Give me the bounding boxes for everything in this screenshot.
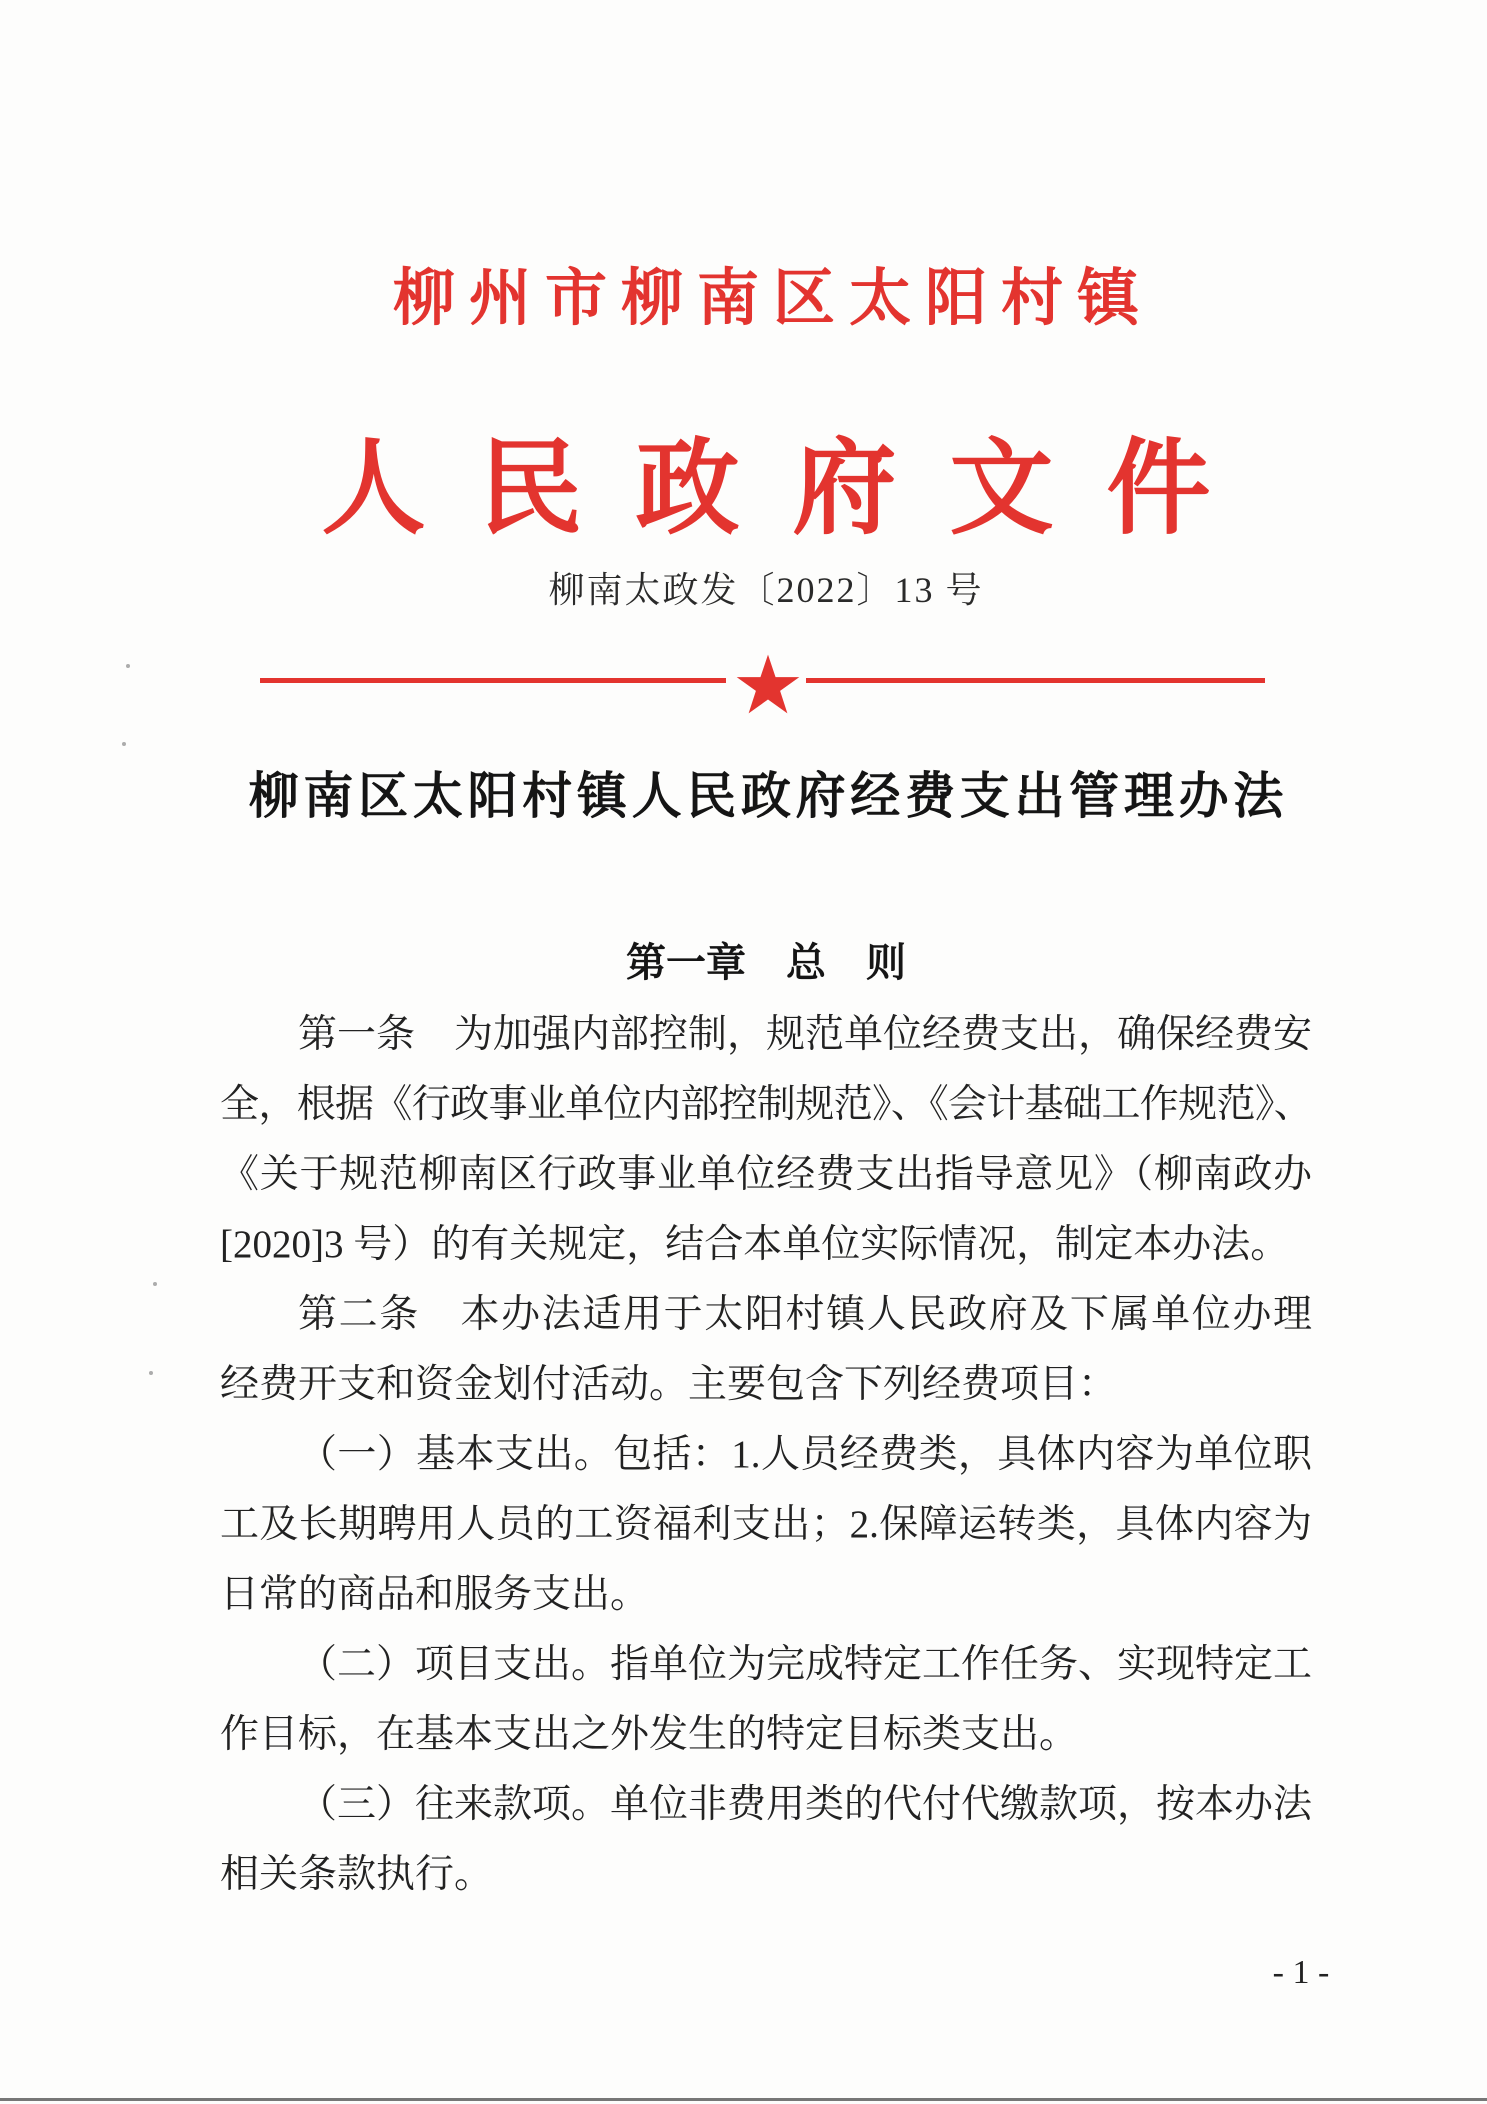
paragraph-line: （一）基本支出。包括：1.人员经费类，具体内容为单位职 xyxy=(298,1433,1312,1476)
paragraph-line: 全，根据《行政事业单位内部控制规范》、《会计基础工作规范》、 xyxy=(220,1083,1312,1126)
paragraph-line: （三）往来款项。单位非费用类的代付代缴款项，按本办法 xyxy=(298,1783,1313,1826)
paragraph-line: （二）项目支出。指单位为完成特定工作任务、实现特定工 xyxy=(298,1643,1313,1686)
paragraph-line: 日常的商品和服务支出。 xyxy=(220,1573,650,1616)
document-body xyxy=(220,1000,1312,1910)
issuer-name: 柳州市柳南区太阳村镇 xyxy=(392,261,1153,334)
paragraph-line: 相关条款执行。 xyxy=(220,1853,494,1896)
scan-speck xyxy=(126,664,130,668)
document-type-heading: 人民政府文件 xyxy=(321,426,1264,549)
paragraph-line: 第一条 为加强内部控制，规范单位经费支出，确保经费安 xyxy=(298,1013,1313,1056)
scan-speck xyxy=(122,742,126,746)
paragraph-line: 作目标，在基本支出之外发生的特定目标类支出。 xyxy=(220,1713,1079,1756)
paragraph-line: 经费开支和资金划付活动。主要包含下列经费项目： xyxy=(220,1363,1118,1406)
separator-line-left xyxy=(260,678,726,683)
item-3-paragraph xyxy=(220,1770,1312,1910)
paragraph-line: [2020]3 号）的有关规定，结合本单位实际情况，制定本办法。 xyxy=(220,1223,1290,1266)
scan-edge xyxy=(0,2098,1487,2101)
star-icon xyxy=(736,654,800,716)
red-separator xyxy=(260,648,1265,718)
paragraph-line: 工及长期聘用人员的工资福利支出；2.保障运转类，具体内容为 xyxy=(220,1503,1312,1546)
separator-line-right xyxy=(806,678,1265,683)
paragraph-line: 《关于规范柳南区行政事业单位经费支出指导意见》（柳南政办 xyxy=(220,1153,1312,1196)
article-2-paragraph xyxy=(220,1280,1312,1420)
chapter-heading: 第一章 总 则 xyxy=(626,940,906,986)
scan-speck xyxy=(153,1282,157,1286)
scan-speck xyxy=(149,1371,153,1375)
paragraph-line: 第二条 本办法适用于太阳村镇人民政府及下属单位办理 xyxy=(298,1293,1312,1336)
page-number: - 1 - xyxy=(1272,1954,1330,1991)
article-1-paragraph xyxy=(220,1000,1312,1280)
document-title: 柳南区太阳村镇人民政府经费支出管理办法 xyxy=(248,766,1288,825)
item-2-paragraph xyxy=(220,1630,1312,1770)
document-number: 柳南太政发〔2022〕13 号 xyxy=(548,570,984,610)
item-1-paragraph xyxy=(220,1420,1312,1630)
